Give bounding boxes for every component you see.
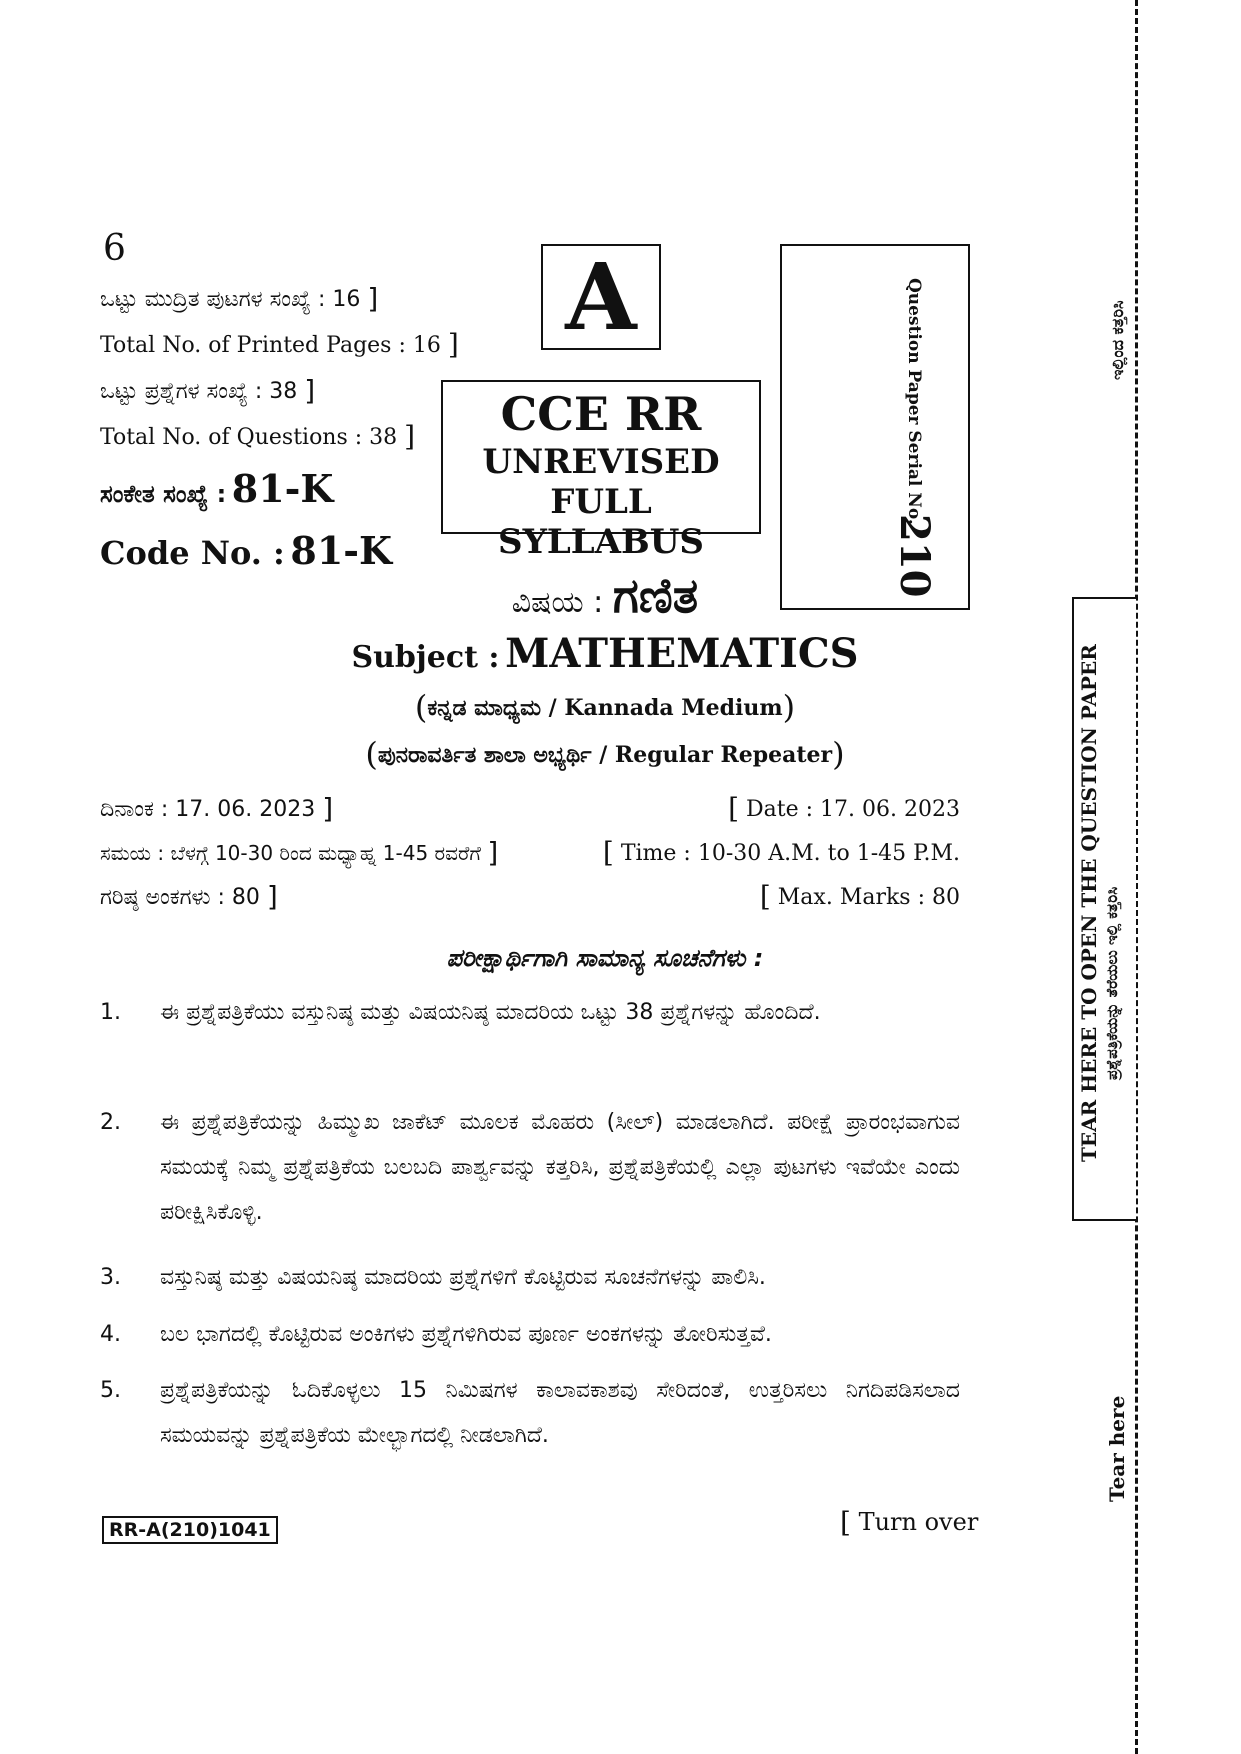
code-en-value: 81-K xyxy=(290,528,393,573)
code-en-label: Code No. : xyxy=(100,534,285,572)
questions-en: Total No. of Questions : 38 ] xyxy=(100,420,416,453)
instruction-number: 4. xyxy=(100,1322,121,1347)
instruction-text: ಈ ಪ್ರಶ್ನೆಪತ್ರಿಕೆಯು ವಸ್ತುನಿಷ್ಠ ಮತ್ತು ವಿಷಯನಿಷ್ಠ ಮಾದರಿಯ ಒಟ್ಟು 38 ಪ್ರಶ್ನೆಗಳನ್ನು ಹೊಂದಿದೆ. xyxy=(160,1000,821,1025)
instruction-number: 1. xyxy=(100,1000,121,1025)
page-number: 6 xyxy=(103,228,126,269)
printed-pages-kn-text: ಒಟ್ಟು ಮುದ್ರಿತ ಪುಟಗಳ ಸಂಖ್ಯೆ : 16 xyxy=(100,287,361,312)
time-kn: ಸಮಯ : ಬೆಳಗ್ಗೆ 10-30 ರಿಂದ ಮಧ್ಯಾಹ್ನ 1-45 ರವರೆಗೆ xyxy=(100,841,481,865)
marks-kn: ಗರಿಷ್ಠ ಅಂಕಗಳು : 80 xyxy=(100,885,260,910)
code-number-kn xyxy=(100,466,333,511)
code-kn-value: 81-K xyxy=(231,466,334,511)
time-row: ಸಮಯ : ಬೆಳಗ್ಗೆ 10-30 ರಿಂದ ಮಧ್ಯಾಹ್ನ 1-45 ರವರೆಗೆ ] [ Time : 10-30 A.M. to 1-45 P.M. xyxy=(100,836,960,869)
instruction-number: 5. xyxy=(100,1378,121,1403)
subject-en xyxy=(0,630,1210,677)
serial-number-rotated xyxy=(782,246,968,608)
version-box: A xyxy=(541,244,661,350)
instruction-item xyxy=(100,1100,960,1235)
code-kn-label: ಸಂಕೇತ ಸಂಖ್ಯೆ : xyxy=(100,480,227,508)
questions-en-text: Total No. of Questions : 38 xyxy=(100,425,398,450)
serial-number-box xyxy=(780,244,970,610)
turn-over-text: Turn over xyxy=(858,1508,979,1536)
candidate-type-line: (ಪುನರಾವರ್ತಿತ ಶಾಲಾ ಅಭ್ಯರ್ಥಿ / Regular Repeater) xyxy=(365,735,845,773)
instruction-item xyxy=(100,990,960,1080)
instruction-text: ಬಲ ಭಾಗದಲ್ಲಿ ಕೊಟ್ಟಿರುವ ಅಂಕಿಗಳು ಪ್ರಶ್ನೆಗಳಿಗಿರುವ ಪೂರ್ಣ ಅಂಕಗಳನ್ನು ತೋರಿಸುತ್ತವೆ. xyxy=(160,1322,772,1347)
serial-number-value: 210 xyxy=(891,514,938,598)
medium-line: (ಕನ್ನಡ ಮಾಧ್ಯಮ / Kannada Medium) xyxy=(414,688,796,726)
instruction-text: ಈ ಪ್ರಶ್ನೆಪತ್ರಿಕೆಯನ್ನು ಹಿಮ್ಮುಖ ಜಾಕೆಟ್ ಮೂಲಕ ಮೊಹರು (ಸೀಲ್) ಮಾಡಲಾಗಿದೆ. ಪರೀಕ್ಷೆ ಪ್ರಾರಂಭವಾಗುವ ಸಮಯಕ್ಕೆ ನಿಮ್ಮ ಪ್ರಶ್ನೆಪತ್ರಿಕೆಯ ಬಲಬದಿ ಪಾರ್ಶ್ವವನ್ನು ಕತ್ತರಿಸಿ, ಪ್ರಶ್ನೆಪತ್ರಿಕೆಯಲ್ಲಿ ಎಲ್ಲಾ ಪುಟಗಳು ಇವೆಯೇ ಎಂದು ಪರೀಕ್ಷಿಸಿಕೊಳ್ಳಿ. xyxy=(160,1110,960,1225)
instruction-item xyxy=(100,1312,960,1357)
code-number-en xyxy=(100,528,392,573)
marks-en: Max. Marks : 80 xyxy=(777,885,960,910)
candidate-type-text: ಪುನರಾವರ್ತಿತ ಶಾಲಾ ಅಭ್ಯರ್ಥಿ / Regular Repeater xyxy=(377,742,833,768)
instructions-title: ಪರೀಕ್ಷಾರ್ಥಿಗಾಗಿ ಸಾಮಾನ್ಯ ಸೂಚನೆಗಳು : xyxy=(446,944,764,972)
instruction-number: 3. xyxy=(100,1265,121,1290)
tear-instruction-en: TEAR HERE TO OPEN THE QUESTION PAPER xyxy=(1077,644,1101,1162)
printed-pages-en: Total No. of Printed Pages : 16 ] xyxy=(100,328,459,361)
exam-type-line3: FULL SYLLABUS xyxy=(498,482,704,562)
instruction-text: ಪ್ರಶ್ನೆಪತ್ರಿಕೆಯನ್ನು ಓದಿಕೊಳ್ಳಲು 15 ನಿಮಿಷಗಳ ಕಾಲಾವಕಾಶವು ಸೇರಿದಂತೆ, ಉತ್ತರಿಸಲು ನಿಗದಿಪಡಿಸಲಾದ ಸಮಯವನ್ನು ಪ್ರಶ್ನೆಪತ್ರಿಕೆಯ ಮೇಲ್ಭಾಗದಲ್ಲಿ ನೀಡಲಾಗಿದೆ. xyxy=(160,1378,960,1448)
date-en: Date : 17. 06. 2023 xyxy=(746,797,960,822)
exam-type-line2: UNREVISED xyxy=(482,442,720,482)
questions-kn-text: ಒಟ್ಟು ಪ್ರಶ್ನೆಗಳ ಸಂಖ್ಯೆ : 38 xyxy=(100,379,298,404)
serial-number-label: Question Paper Serial No. xyxy=(904,278,924,525)
exam-type-line1: CCE RR xyxy=(500,387,702,441)
tear-here-label: Tear here xyxy=(1105,1395,1129,1502)
questions-kn: ಒಟ್ಟು ಪ್ರಶ್ನೆಗಳ ಸಂಖ್ಯೆ : 38 ] xyxy=(100,374,316,407)
subject-en-label: Subject : xyxy=(351,640,500,675)
turn-over-note: [ Turn over xyxy=(840,1506,979,1539)
marks-row: ಗರಿಷ್ಠ ಅಂಕಗಳು : 80 ] [ Max. Marks : 80 xyxy=(100,880,960,913)
date-kn: ದಿನಾಂಕ : 17. 06. 2023 xyxy=(100,797,316,822)
time-en: Time : 10-30 A.M. to 1-45 P.M. xyxy=(620,841,960,866)
tear-instruction-kn: ಪ್ರಶ್ನೆಪತ್ರಿಕೆಯನ್ನು ತೆರೆಯಲು ಇಲ್ಲಿ ಕತ್ತರಿಸಿ xyxy=(1103,886,1121,1080)
instruction-item xyxy=(100,1368,960,1458)
instruction-item xyxy=(100,1255,960,1300)
subject-kn-label: ವಿಷಯ : xyxy=(511,585,604,620)
subject-kn-value: ಗಣಿತ xyxy=(612,568,699,624)
paper-code-footer: RR-A(210)1041 xyxy=(102,1516,278,1544)
cut-here-kn: ಇಲ್ಲಿಂದ ಕತ್ತರಿಸಿ xyxy=(1108,300,1127,380)
subject-kn xyxy=(0,568,1210,625)
printed-pages-en-text: Total No. of Printed Pages : 16 xyxy=(100,333,441,358)
medium-text: ಕನ್ನಡ ಮಾಧ್ಯಮ / Kannada Medium xyxy=(427,695,783,721)
instruction-text: ವಸ್ತುನಿಷ್ಠ ಮತ್ತು ವಿಷಯನಿಷ್ಠ ಮಾದರಿಯ ಪ್ರಶ್ನೆಗಳಿಗೆ ಕೊಟ್ಟಿರುವ ಸೂಚನೆಗಳನ್ನು ಪಾಲಿಸಿ. xyxy=(160,1265,766,1290)
instruction-number: 2. xyxy=(100,1110,121,1135)
subject-en-value: MATHEMATICS xyxy=(505,630,859,677)
printed-pages-kn: ಒಟ್ಟು ಮುದ್ರಿತ ಪುಟಗಳ ಸಂಖ್ಯೆ : 16 ] xyxy=(100,282,379,315)
exam-type-box xyxy=(441,380,761,562)
date-row: ದಿನಾಂಕ : 17. 06. 2023 ] [ Date : 17. 06. 2023 xyxy=(100,792,960,825)
